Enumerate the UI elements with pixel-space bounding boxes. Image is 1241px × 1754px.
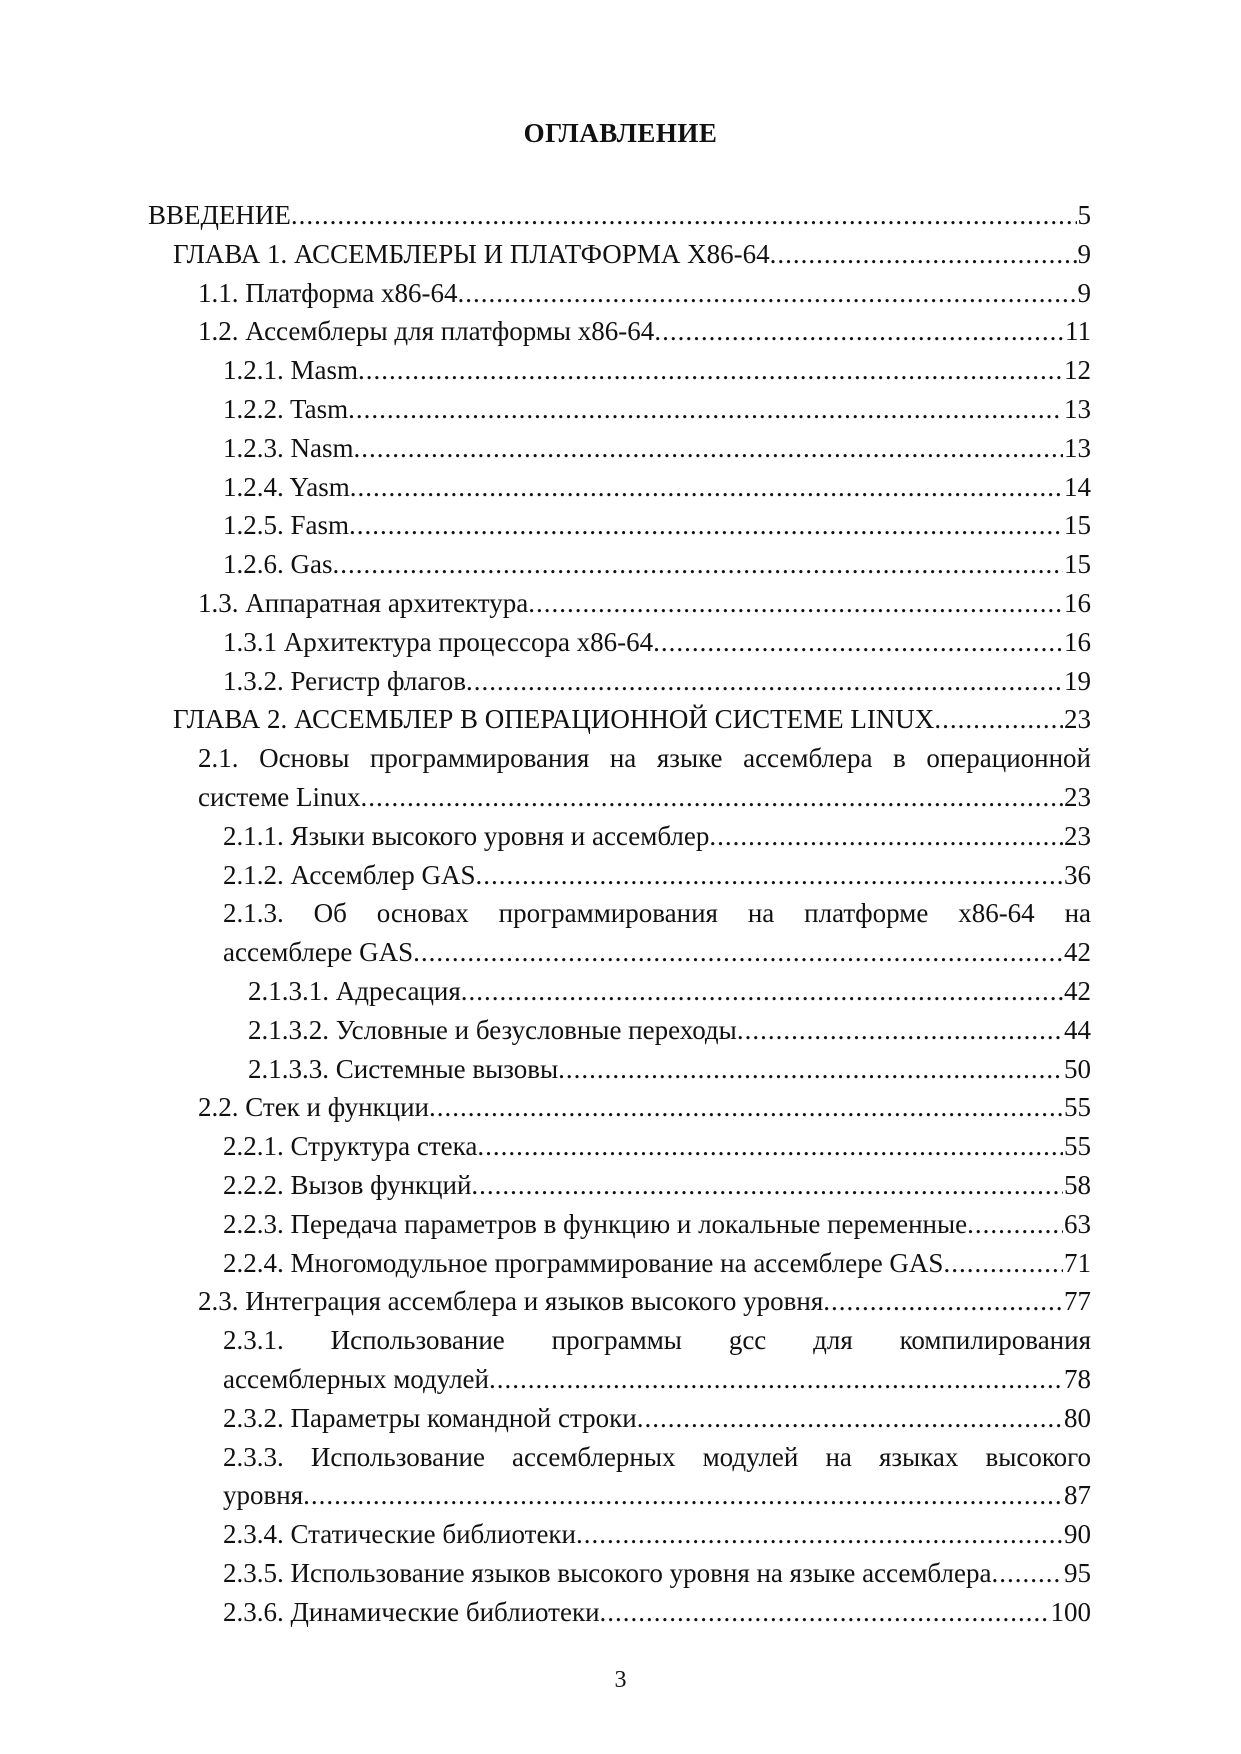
toc-entry[interactable] [148, 1399, 1091, 1438]
page-number: 3 [614, 1667, 627, 1693]
toc-entry-label: ассемблере GAS [223, 937, 414, 968]
toc-entry-label: 2.1.3.3. Системные вызовы [248, 1053, 559, 1084]
toc-entry-page: 15 [1064, 549, 1091, 580]
toc-entry[interactable] [148, 351, 1091, 390]
toc-entry-label: 2.3. Интеграция ассемблера и языков высокого уровня [198, 1286, 824, 1317]
toc-entry[interactable] [148, 778, 1091, 817]
toc-entry-page: 14 [1064, 471, 1091, 502]
toc-entry[interactable] [148, 1515, 1091, 1554]
toc-entry[interactable] [148, 584, 1091, 623]
toc-entry-label: 2.1.3.2. Условные и безусловные переходы [248, 1014, 737, 1045]
dot-leader [303, 1476, 1063, 1515]
dot-leader [333, 545, 1064, 584]
dot-leader [413, 933, 1063, 972]
dot-leader [291, 196, 1077, 235]
toc-entry[interactable] [148, 933, 1091, 972]
toc-entry-page: 63 [1064, 1208, 1091, 1239]
dot-leader [466, 662, 1063, 701]
toc-entry-label: 2.3.2. Параметры командной строки [223, 1402, 637, 1433]
dot-leader [354, 429, 1064, 468]
toc-entry-first-line[interactable]: 2.3.1. Использование программы gcc для компилирования [223, 1325, 1091, 1356]
toc-entry[interactable] [148, 274, 1091, 313]
dot-leader [475, 856, 1063, 895]
toc-entry[interactable] [148, 1476, 1091, 1515]
dot-leader [637, 1399, 1063, 1438]
toc-entry-page: 15 [1064, 510, 1091, 541]
dot-leader [823, 1282, 1063, 1321]
toc-entry-first-line[interactable]: 2.3.3. Использование ассемблерных модулей на языках высокого [223, 1441, 1091, 1472]
toc-entry[interactable] [148, 700, 1091, 739]
toc-entry-label: 2.1.3.1. Адресация [248, 975, 461, 1006]
toc-entry[interactable] [148, 856, 1091, 895]
toc-entry-page: 55 [1064, 1131, 1091, 1162]
toc-entry-label: 1.2.2. Tasm [223, 393, 349, 424]
toc-entry-page: 23 [1064, 704, 1091, 735]
toc-entry[interactable] [148, 1360, 1091, 1399]
toc-entry-label: ассемблерных модулей [223, 1363, 489, 1394]
dot-leader [576, 1515, 1063, 1554]
toc-entry[interactable] [148, 972, 1091, 1011]
toc-entry-page: 12 [1064, 355, 1091, 386]
toc-entry-label: 2.2.1. Структура стека [223, 1131, 478, 1162]
dot-leader [477, 1127, 1063, 1166]
toc-entry[interactable] [148, 817, 1091, 856]
toc-entry-page: 5 [1077, 200, 1091, 230]
dot-leader [361, 778, 1063, 817]
toc-entry-label: 1.3. Аппаратная архитектура [198, 587, 529, 618]
toc-entry[interactable] [148, 1244, 1091, 1283]
toc-entry-page: 16 [1064, 587, 1091, 618]
toc-entry-page: 13 [1064, 432, 1091, 463]
dot-leader [358, 351, 1063, 390]
dot-leader [471, 1166, 1063, 1205]
toc-entry[interactable] [148, 623, 1091, 662]
toc-entry-page: 100 [1050, 1596, 1091, 1627]
dot-leader [528, 584, 1063, 623]
toc-entry-page: 95 [1064, 1557, 1091, 1588]
dot-leader [558, 1050, 1063, 1089]
toc-entry-page: 44 [1064, 1014, 1091, 1045]
toc-entry[interactable] [148, 1593, 1091, 1632]
dot-leader [943, 1244, 1063, 1283]
dot-leader [770, 235, 1077, 274]
toc-entry-label: 2.2.2. Вызов функций [223, 1169, 472, 1200]
toc-entry-label: 1.2.6. Gas [223, 549, 333, 580]
toc-entry-label: 1.2.5. Fasm [223, 510, 350, 541]
dot-leader [737, 1011, 1063, 1050]
toc-entry-page: 50 [1064, 1053, 1091, 1084]
toc-entry-page: 90 [1064, 1519, 1091, 1550]
dot-leader [429, 1088, 1063, 1127]
toc-entry-page: 11 [1065, 316, 1091, 347]
dot-leader [600, 1593, 1050, 1632]
toc-entry-page: 13 [1064, 393, 1091, 424]
toc-entry-label: 1.2. Ассемблеры для платформы x86-64 [198, 316, 655, 347]
toc-entry-label: 2.2.3. Передача параметров в функцию и локальные переменные [223, 1208, 968, 1239]
dot-leader [349, 506, 1063, 545]
toc-entry-label: 2.2. Стек и функции [198, 1092, 429, 1123]
toc-entry-label: ГЛАВА 1. АССЕМБЛЕРЫ И ПЛАТФОРМА X86-64 [173, 238, 770, 269]
dot-leader [653, 623, 1063, 662]
toc-entry-page: 87 [1064, 1480, 1091, 1511]
toc-entry-label: 1.2.3. Nasm [223, 432, 354, 463]
dot-leader [654, 312, 1064, 351]
toc-entry[interactable] [148, 1011, 1091, 1050]
toc-entry-label: 2.2.4. Многомодульное программирование на ассемблере GAS [223, 1247, 944, 1278]
toc-entry[interactable] [148, 468, 1091, 507]
toc-entry[interactable] [148, 390, 1091, 429]
toc-entry[interactable] [148, 1127, 1091, 1166]
toc-entry[interactable] [148, 1166, 1091, 1205]
toc-entry-page: 19 [1064, 665, 1091, 696]
toc-entry-page: 58 [1064, 1169, 1091, 1200]
toc-entry[interactable] [148, 312, 1091, 351]
toc-entry-page: 16 [1064, 626, 1091, 657]
toc-entry-page: 55 [1064, 1092, 1091, 1123]
dot-leader [489, 1360, 1063, 1399]
toc-entry[interactable] [148, 1088, 1091, 1127]
table-of-contents [148, 196, 1091, 1631]
toc-entry-page: 42 [1064, 975, 1091, 1006]
toc-entry[interactable] [148, 1554, 1091, 1593]
dot-leader [461, 972, 1063, 1011]
toc-entry-label: уровня [223, 1480, 304, 1511]
dot-leader [967, 1205, 1063, 1244]
dot-leader [348, 390, 1063, 429]
toc-entry-page: 23 [1064, 820, 1091, 851]
toc-entry[interactable] [148, 506, 1091, 545]
dot-leader [458, 274, 1077, 313]
toc-entry[interactable] [148, 429, 1091, 468]
toc-entry[interactable] [148, 545, 1091, 584]
toc-entry-label: 2.3.5. Использование языков высокого уровня на языке ассемблера [223, 1557, 992, 1588]
toc-entry-page: 77 [1064, 1286, 1091, 1317]
toc-entry-label: 2.1.2. Ассемблер GAS [223, 859, 476, 890]
dot-leader [350, 468, 1063, 507]
toc-entry-label: 1.2.4. Yasm [223, 471, 350, 502]
toc-entry-page: 9 [1077, 277, 1091, 308]
toc-entry-label: 1.1. Платформа x86-64 [198, 277, 458, 308]
toc-entry-page: 42 [1064, 937, 1091, 968]
toc-entry-label: 1.3.2. Регистр флагов [223, 665, 466, 696]
toc-entry-page: 23 [1064, 781, 1091, 812]
toc-entry-page: 80 [1064, 1402, 1091, 1433]
toc-entry-label: 1.3.1 Архитектура процессора x86-64 [223, 626, 654, 657]
toc-entry-label: 2.3.4. Статические библиотеки [223, 1519, 577, 1550]
dot-leader [991, 1554, 1063, 1593]
toc-entry-label: 2.1.1. Языки высокого уровня и ассемблер [223, 820, 710, 851]
toc-entry-page: 78 [1064, 1363, 1091, 1394]
toc-entry-label: ГЛАВА 2. АССЕМБЛЕР В ОПЕРАЦИОННОЙ СИСТЕМЕ LINUX [173, 704, 935, 735]
toc-entry[interactable] [148, 1282, 1091, 1321]
toc-entry-first-line[interactable]: 2.1.3. Об основах программирования на платформе x86-64 на [223, 898, 1091, 929]
toc-entry[interactable] [148, 1050, 1091, 1089]
toc-entry-label: ВВЕДЕНИЕ [148, 200, 291, 230]
toc-entry[interactable] [148, 196, 1091, 235]
toc-entry[interactable] [148, 662, 1091, 701]
page-title: ОГЛАВЛЕНИЕ [523, 118, 718, 148]
dot-leader [934, 700, 1063, 739]
toc-entry-first-line[interactable]: 2.1. Основы программирования на языке ассемблера в операционной [198, 743, 1091, 774]
toc-entry[interactable] [148, 235, 1091, 274]
toc-entry[interactable] [148, 1205, 1091, 1244]
dot-leader [709, 817, 1063, 856]
toc-entry-label: 1.2.1. Masm [223, 355, 358, 386]
toc-entry-page: 36 [1064, 859, 1091, 890]
toc-entry-label: системе Linux [198, 781, 361, 812]
toc-entry-page: 9 [1077, 238, 1091, 269]
toc-entry-label: 2.3.6. Динамические библиотеки [223, 1596, 600, 1627]
toc-entry-page: 71 [1064, 1247, 1091, 1278]
